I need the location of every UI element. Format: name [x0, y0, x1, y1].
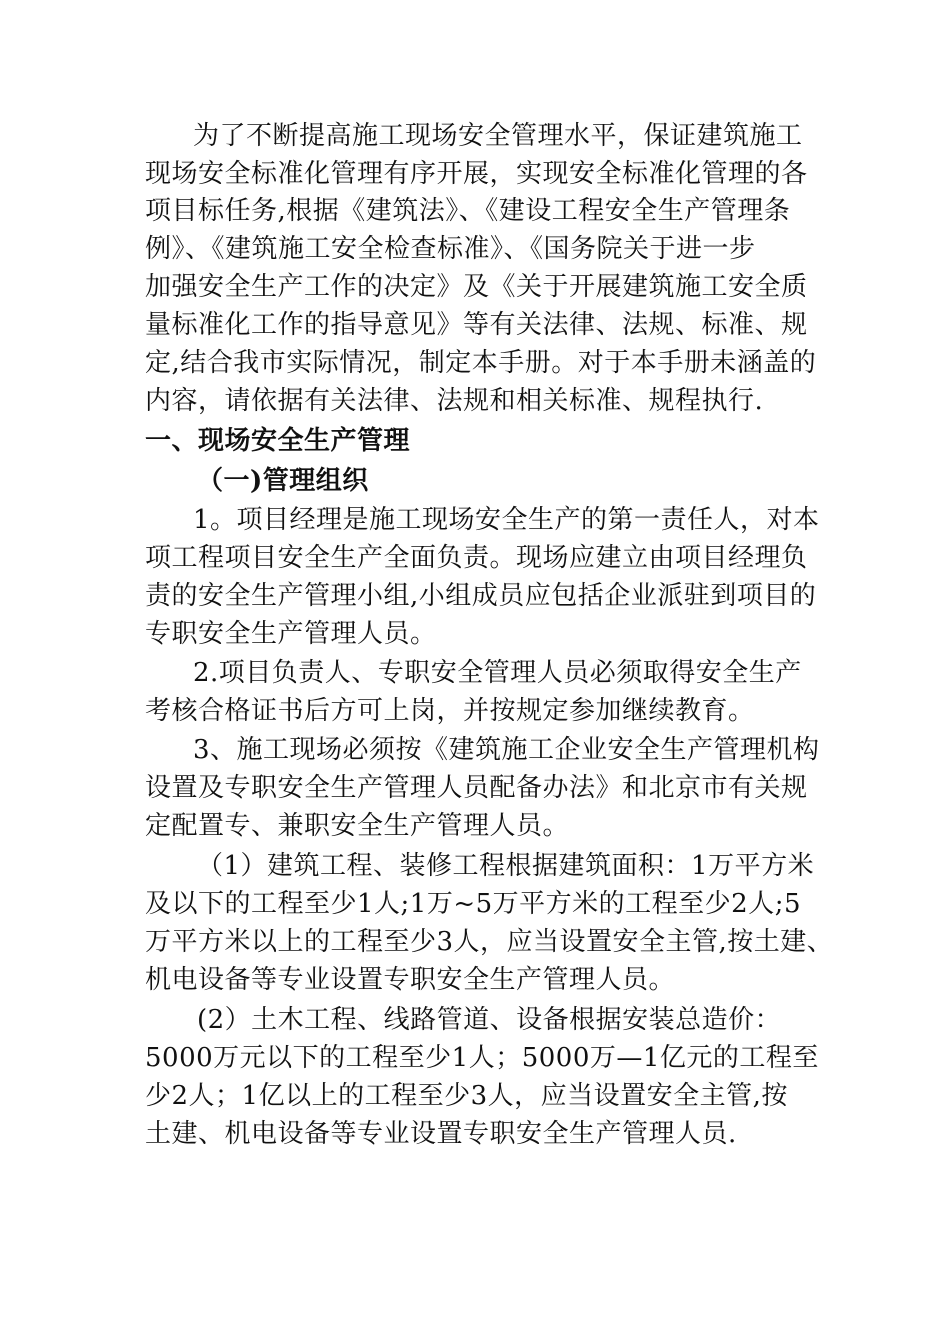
intro-line-8: 内容，请依据有关法律、法规和相关标准、规程执行. — [145, 386, 764, 416]
item1-line-2: 项工程项目安全生产全面负责。现场应建立由项目经理负 — [145, 543, 808, 573]
sub1-line-2: 及以下的工程至少1人;1万~5万平方米的工程至少2人;5 — [145, 889, 802, 919]
intro-line-4: 例》、《建筑施工安全检查标准》、《国务院关于进一步 — [145, 234, 756, 264]
item2-line-1: 2.项目负责人、专职安全管理人员必须取得安全生产 — [193, 658, 802, 688]
intro-line-1: 为了不断提高施工现场安全管理水平，保证建筑施工 — [193, 121, 803, 151]
item1-line-3: 责的安全生产管理小组,小组成员应包括企业派驻到项目的 — [145, 581, 817, 611]
sub2-line-1: (2）土木工程、线路管道、设备根据安装总造价： — [197, 1005, 782, 1035]
item1-line-1: 1。项目经理是施工现场安全生产的第一责任人，对本 — [193, 505, 820, 535]
sub2-line-2: 5000万元以下的工程至少1人；5000万—1亿元的工程至 — [145, 1043, 819, 1073]
intro-line-6: 量标准化工作的指导意见》等有关法律、法规、标准、规 — [145, 310, 808, 340]
sub1-line-1: （1）建筑工程、装修工程根据建筑面积：1万平方米 — [197, 851, 815, 881]
item3-line-2: 设置及专职安全生产管理人员配备办法》和北京市有关规 — [145, 773, 808, 803]
sub2-line-3: 少2人；1亿以上的工程至少3人，应当设置安全主管,按 — [145, 1081, 788, 1111]
intro-line-5: 加强安全生产工作的决定》及《关于开展建筑施工安全质 — [145, 272, 808, 302]
sub1-line-3: 万平方米以上的工程至少3人，应当设置安全主管,按土建、 — [145, 927, 834, 957]
item1-line-4: 专职安全生产管理人员。 — [145, 619, 437, 649]
intro-line-2: 现场安全标准化管理有序开展，实现安全标准化管理的各 — [145, 159, 808, 189]
subsection-title: （一)管理组织 — [197, 466, 369, 496]
item3-line-1: 3、施工现场必须按《建筑施工企业安全生产管理机构 — [193, 735, 820, 765]
sub1-line-4: 机电设备等专业设置专职安全生产管理人员。 — [145, 965, 676, 995]
item3-line-3: 定配置专、兼职安全生产管理人员。 — [145, 811, 570, 841]
sub2-line-4: 土建、机电设备等专业设置专职安全生产管理人员. — [145, 1119, 737, 1149]
intro-line-7: 定,结合我市实际情况，制定本手册。对于本手册未涵盖的 — [145, 348, 817, 378]
section-title: 一、现场安全生产管理 — [145, 426, 411, 456]
item2-line-2: 考核合格证书后方可上岗，并按规定参加继续教育。 — [145, 696, 755, 726]
intro-line-3: 项目标任务,根据《建筑法》、《建设工程安全生产管理条 — [145, 196, 791, 226]
